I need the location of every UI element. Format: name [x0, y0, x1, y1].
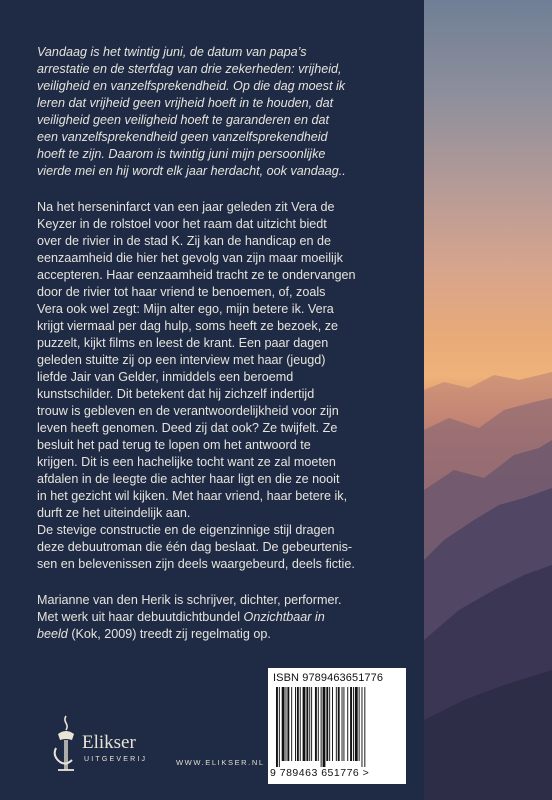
- synopsis-line: leven heeft genomen. Deed zij dat ook? Ze twijfelt. Ze: [37, 421, 338, 435]
- synopsis-line: krijgt viermaal per dag hulp, soms heeft ze bezoek, ze: [37, 319, 339, 333]
- bio-line: Marianne van den Herik is schrijver, dichter, performer.: [37, 593, 342, 607]
- intro-line: vierde mei en hij wordt elk jaar herdacht, ook vandaag..: [37, 164, 346, 178]
- intro-line: veiligheid geen veiligheid hoeft te garanderen en dat: [37, 113, 329, 127]
- lamp-emblem-icon: [48, 714, 84, 774]
- synopsis-line: accepteren. Haar eenzaamheid tracht ze te ondervangen: [37, 268, 356, 282]
- publisher-name: Elikser: [82, 732, 136, 753]
- synopsis-line: krijgen. Dit is een hachelijke tocht want ze zal moeten: [37, 455, 336, 469]
- synopsis-line: in het gezicht wil kijken. Met haar vriend, haar betere ik,: [37, 489, 348, 503]
- intro-line: Vandaag is het twintig juni, de datum van papa’s: [37, 45, 307, 59]
- synopsis-line: trouw is gebleven en de verantwoordelijkheid voor zijn: [37, 404, 339, 418]
- bio-line: [37, 609, 395, 626]
- synopsis-line: Vera ook wel zegt: Mijn alter ego, mijn betere ik. Vera: [37, 302, 334, 316]
- synopsis-line: sen en belevenissen zijn deels waargebeurd, deels fictie.: [37, 557, 355, 571]
- intro-line: een vanzelfsprekendheid geen vanzelfsprekendheid: [37, 130, 328, 144]
- synopsis-line: afdalen in de leegte die achter haar ligt en die ze nooit: [37, 472, 340, 486]
- mountain-silhouettes: [424, 0, 552, 800]
- synopsis-line: kunstschilder. Dit betekent dat hij zichzelf indertijd: [37, 387, 315, 401]
- publisher-logo: [48, 714, 158, 780]
- synopsis-line: De stevige constructie en de eigenzinnige stijl dragen: [37, 523, 335, 537]
- intro-line: veiligheid en vanzelfsprekendheid. Op die dag moest ik: [37, 79, 346, 93]
- intro-line: hoeft te zijn. Daarom is twintig juni mijn persoonlijke: [37, 147, 326, 161]
- synopsis-line: deze debuutroman die één dag beslaat. De gebeurtenis-: [37, 540, 353, 554]
- synopsis-line: besluit het pad terug te lopen om het antwoord te: [37, 438, 311, 452]
- book-title-italic: Onzichtbaar in: [243, 610, 325, 624]
- isbn-barcode-box: [268, 668, 406, 784]
- publisher-website: WWW.ELIKSER.NL: [176, 758, 265, 767]
- bio-text: (Kok, 2009) treedt zij regelmatig op.: [67, 627, 271, 641]
- synopsis-line: over de rivier in de stad K. Zij kan de handicap en de: [37, 234, 332, 248]
- bio-line: [37, 626, 395, 643]
- synopsis-line: Keyzer in de rolstoel voor het raam dat uitzicht biedt: [37, 217, 327, 231]
- barcode-digits: 9 789463 651776 >: [270, 767, 370, 779]
- bio-text: Met werk uit haar debuutdichtbundel: [37, 610, 244, 624]
- synopsis-line: liefde Jair van Gelder, inmiddels een beroemd: [37, 370, 294, 384]
- synopsis-line: durft ze het uiteindelijk aan.: [37, 506, 191, 520]
- sunset-mountain-photo: [424, 0, 552, 800]
- barcode-icon: [274, 687, 400, 767]
- synopsis-line: Na het herseninfarct van een jaar geleden zit Vera de: [37, 200, 335, 214]
- publisher-subtitle: UITGEVERIJ: [84, 756, 148, 763]
- synopsis-line: door de rivier tot haar vriend te benoemen, of, zoals: [37, 285, 326, 299]
- synopsis-line: eenzaamheid die hier het gevolg van zijn maar moeilijk: [37, 251, 343, 265]
- intro-line: arrestatie en de sterfdag van drie zekerheden: vrijheid,: [37, 62, 342, 76]
- synopsis-line: geleden stuitte zij op een interview met haar (jeugd): [37, 353, 326, 367]
- intro-line: leren dat vrijheid geen vrijheid hoeft in te houden, dat: [37, 96, 334, 110]
- intro-quote: [37, 44, 395, 180]
- isbn-label: ISBN 9789463651776: [273, 672, 384, 684]
- synopsis: [37, 199, 395, 573]
- synopsis-line: puzzelt, kijkt films en leest de krant. Een paar dagen: [37, 336, 329, 350]
- book-title-italic: beeld: [37, 627, 68, 641]
- author-bio: [37, 592, 395, 643]
